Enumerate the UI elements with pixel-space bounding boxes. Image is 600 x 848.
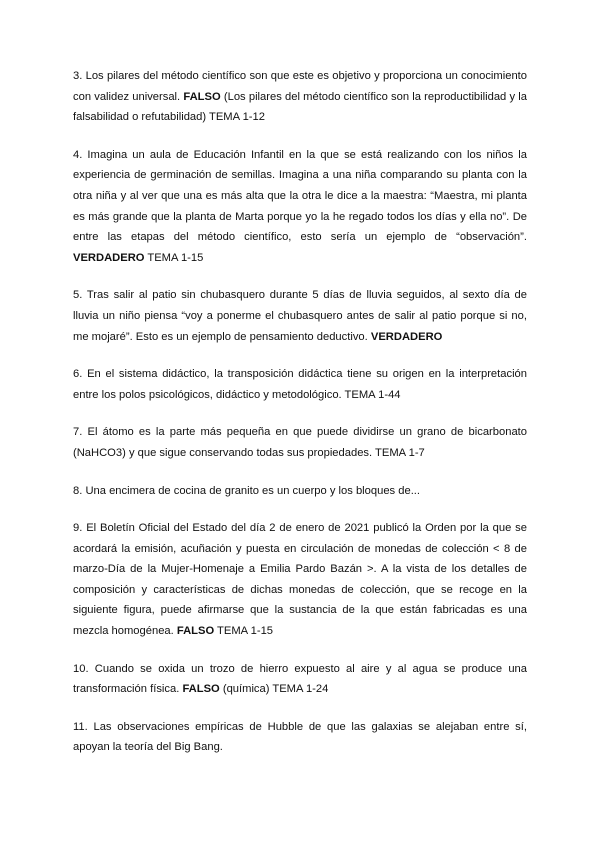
question-note: TEMA 1-15 [144, 251, 204, 264]
question-text: 4. Imagina un aula de Educación Infantil en la que se está realizando con los niños la experiencia de germinación de semillas. Imagina a una niña comparando su planta con la otra niña y al ver que una es más alta que la otra le dice a la maestra: “Maestra, mi planta es más grande que la planta de Marta porque yo la he regado todos los días y ella no”. De entre las etapas del método científico, esto sería un ejemplo de “observación”. [73, 148, 527, 244]
question-11 [73, 717, 527, 758]
question-6 [73, 364, 527, 405]
question-note: TEMA 1-15 [214, 625, 274, 638]
question-text: 8. Una encimera de cocina de granito es un cuerpo y los bloques de... [73, 484, 421, 497]
answer-verdict: VERDADERO [73, 251, 145, 264]
question-text: 6. En el sistema didáctico, la transposición didáctica tiene su origen en la interpretación entre los polos psicológicos, didáctico y metodológico. TEMA 1-44 [73, 368, 527, 401]
question-3 [73, 66, 527, 128]
question-8 [73, 481, 527, 502]
question-note: (Los pilares del método científico son la reproductibilidad y la falsabilidad o refutabilidad) TEMA 1-12 [73, 90, 527, 124]
answer-verdict: FALSO [176, 625, 215, 638]
question-4 [73, 145, 527, 269]
question-text: 5. Tras salir al patio sin chubasquero durante 5 días de lluvia seguidos, al sexto día de lluvia un niño piensa “voy a ponerme el chubasquero antes de salir al patio porque si no, me mojaré”. Esto es un ejemplo de pensamiento deductivo. [73, 289, 527, 343]
answer-verdict: VERDADERO [370, 330, 443, 343]
question-note: (química) TEMA 1-24 [219, 683, 329, 696]
answer-verdict: FALSO [182, 683, 220, 696]
question-text: 3. Los pilares del método científico son que este es objetivo y proporciona un conocimiento con validez universal. [73, 70, 527, 103]
question-5 [73, 285, 527, 347]
question-7 [73, 422, 527, 463]
question-text: 9. El Boletín Oficial del Estado del día 2 de enero de 2021 publicó la Orden por la que se acordará la emisión, acuñación y puesta en circulación de monedas de colección < 8 de marzo-Día de la Mujer-Homenaje a Emilia Pardo Bazán >. A la vista de los detalles de composición y características de dichas monedas de colección, que se recoge en la siguiente figura, puede afirmarse que la sustancia de la que están fabricadas es una mezcla homogénea. [73, 522, 527, 638]
question-9 [73, 518, 527, 642]
question-10 [73, 659, 527, 700]
question-text: 7. El átomo es la parte más pequeña en que puede dividirse un grano de bicarbonato (NaHCO3) y que sigue conservando todas sus propiedades. TEMA 1-7 [73, 426, 527, 459]
question-text: 11. Las observaciones empíricas de Hubble de que las galaxias se alejaban entre sí, apoyan la teoría del Big Bang. [73, 720, 527, 754]
question-text: 10. Cuando se oxida un trozo de hierro expuesto al aire y al agua se produce una transformación física. [73, 662, 527, 696]
answer-verdict: FALSO [183, 90, 221, 103]
